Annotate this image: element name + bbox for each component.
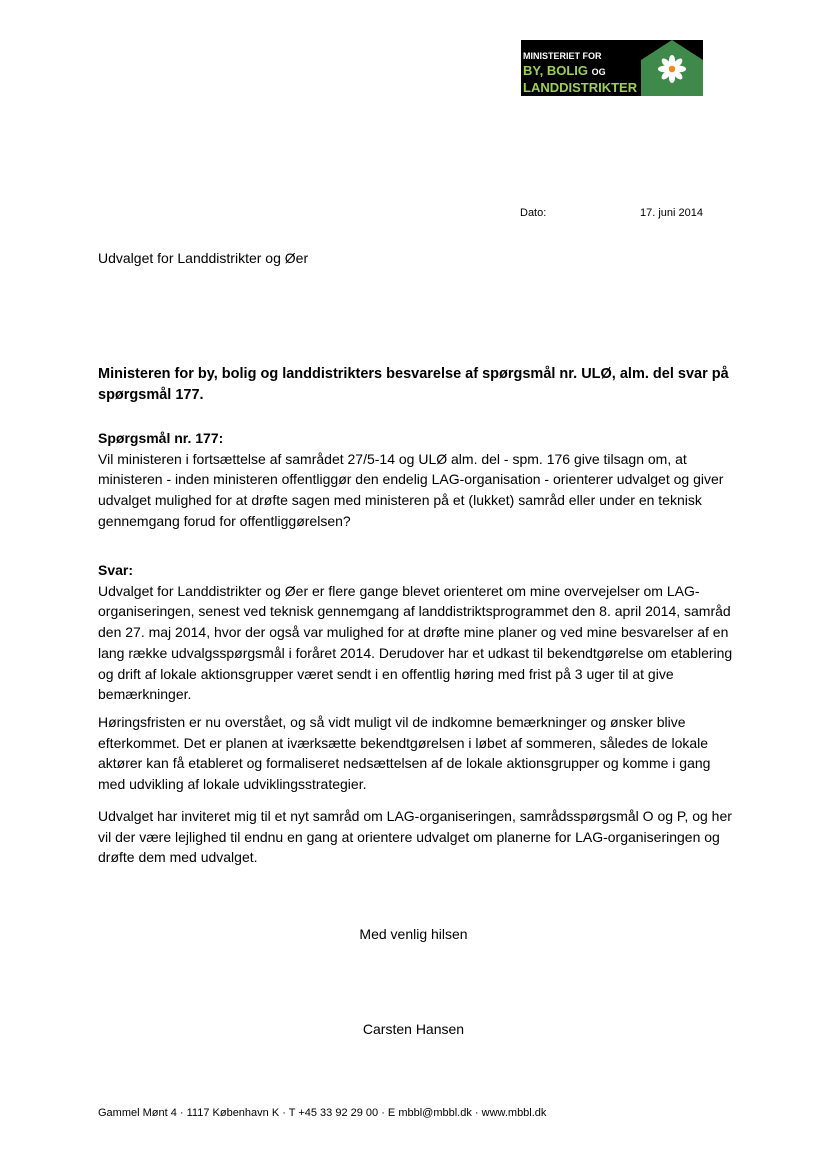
signature-name: Carsten Hansen — [362, 1021, 465, 1037]
logo-line-2 — [523, 63, 606, 78]
answer-section — [98, 560, 738, 705]
document-heading: Ministeren for by, bolig og landdistrikters besvarelse af spørgsmål nr. ULØ, alm. del svar på spørgsmål 177. — [98, 366, 729, 403]
recipient: Udvalget for Landdistrikter og Øer — [98, 250, 309, 266]
question-label: Spørgsmål nr. 177: — [98, 430, 224, 446]
footer-address: Gammel Mønt 4 · 1117 København K · T +45 33 92 29 00 · E mbbl@mbbl.dk · www.mbbl.dk — [98, 1107, 547, 1119]
answer-paragraph-3: Udvalget har inviteret mig til et nyt samråd om LAG-organiseringen, samrådsspørgsmål O og P, og her vil der være lejlighed til endnu en gang at orientere udvalget om planerne for LAG-organiseringen og drøfte dem med udvalget. — [98, 808, 732, 866]
question-section — [98, 428, 738, 532]
answer-paragraph-1: Udvalget for Landdistrikter og Øer er flere gange blevet orienteret om mine overvejelser om LAG-organiseringen, senest ved teknisk gennemgang af landdistriktsprogrammet den 8. april 2014, samråd den 27. maj 2014, hvor der også var mulighed for at drøfte mine planer og ved mine besvarelser af en lang række udvalgsspørgsmål i foråret 2014. Derudover har et udkast til bekendtgørelse om etablering og drift af lokale aktionsgrupper været sendt i en offentlig høring med frist på 3 uger til at give bemærkninger. — [98, 582, 733, 703]
date-label: Dato: — [520, 207, 547, 219]
logo-line-3: LANDDISTRIKTER — [523, 80, 638, 95]
date-value: 17. juni 2014 — [640, 207, 703, 219]
logo-line-1: MINISTERIET FOR — [523, 51, 602, 61]
answer-paragraph-2: Høringsfristen er nu overstået, og så vidt muligt vil de indkomne bemærkninger og ønsker blive efterkommet. Det er planen at iværksætte bekendtgørelsen i løbet af sommeren, således de lokale aktører kan få etableret og formaliseret nedsættelsen af de lokale aktionsgrupper og komme i gang med udvikling af lokale udviklingsstrategier. — [98, 714, 711, 793]
closing-greeting: Med venlig hilsen — [359, 926, 468, 942]
question-text: Vil ministeren i fortsættelse af samrådet 27/5-14 og ULØ alm. del - spm. 176 give tilsagn om, at ministeren - inden ministeren offentliggør den endelig LAG-organisation - orienterer udvalget og giver udvalget mulighed for at drøfte sagen med ministeren på et (lukket) samråd eller under en teknisk gennemgang forud for offentliggørelsen? — [98, 450, 724, 529]
answer-label: Svar: — [98, 562, 134, 578]
logo-line-2-og: OG — [591, 67, 606, 77]
logo-line-2-text: BY, BOLIG — [523, 63, 589, 78]
daisy-house-icon — [641, 40, 703, 96]
ministry-logo — [521, 40, 703, 96]
